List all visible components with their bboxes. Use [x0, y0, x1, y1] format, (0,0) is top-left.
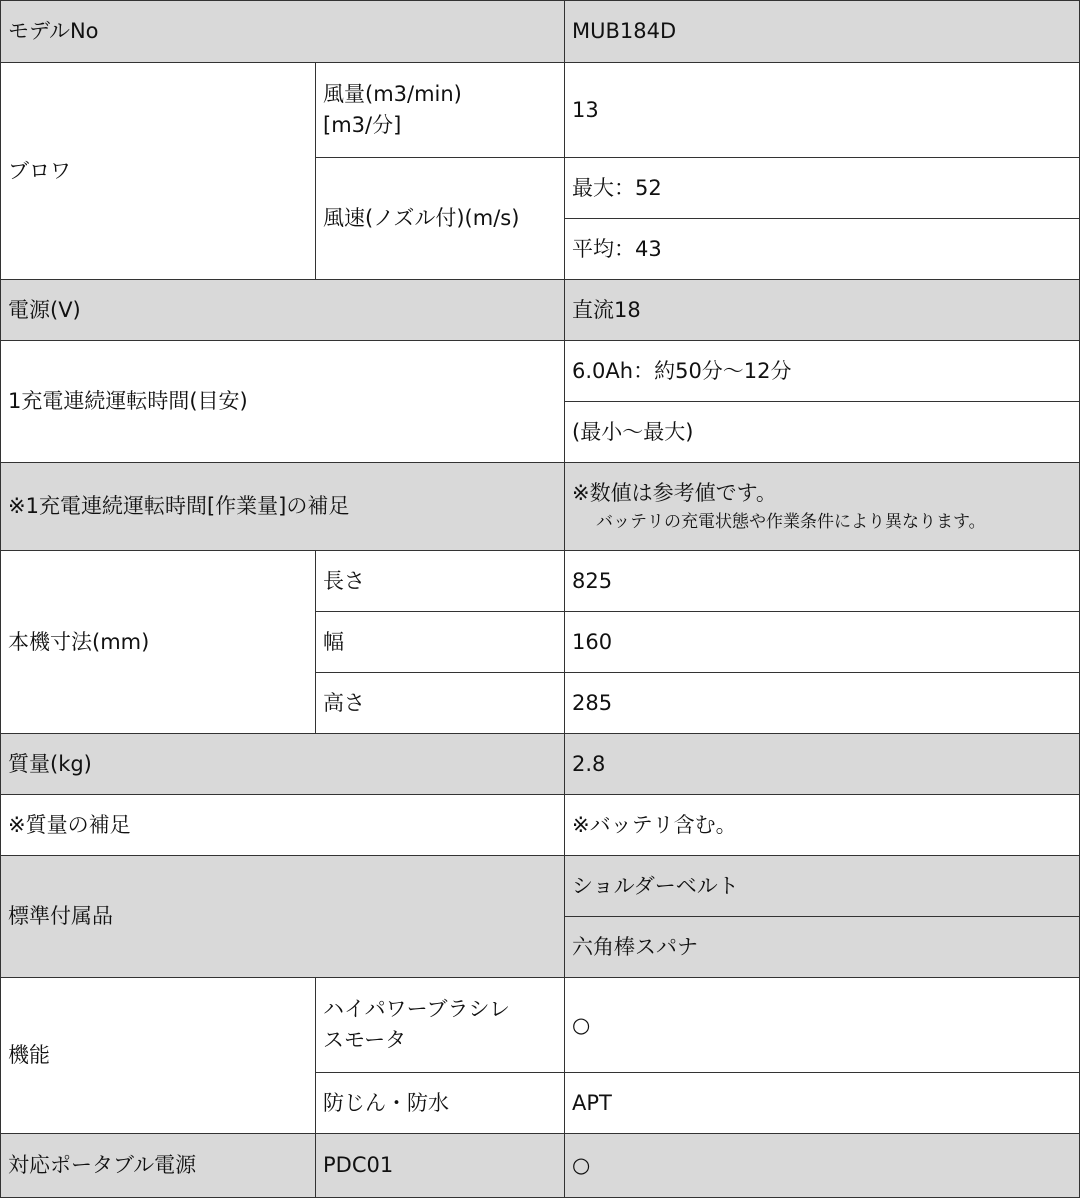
mass-label: 質量(kg) — [1, 734, 565, 795]
row-feature-motor — [1, 978, 1080, 1073]
speed-avg: 平均：43 — [565, 219, 1080, 280]
length-value: 825 — [565, 551, 1080, 612]
row-portable — [1, 1134, 1080, 1198]
row-mass — [1, 734, 1080, 795]
accessory-item: ショルダーベルト — [565, 856, 1080, 917]
length-label: 長さ — [316, 551, 565, 612]
motor-label — [316, 978, 565, 1073]
runtime-note-label: ※1充電連続運転時間[作業量]の補足 — [1, 463, 565, 551]
model-value: MUB184D — [565, 1, 1080, 63]
motor-label-1: ハイパワーブラシレ — [323, 997, 511, 1021]
runtime-note-value — [565, 463, 1080, 551]
volume-label-1: 風量(m3/min) — [323, 82, 462, 106]
accessory-item: 六角棒スパナ — [565, 917, 1080, 978]
portable-value: ○ — [565, 1134, 1080, 1198]
mass-note-value: ※バッテリ含む。 — [565, 795, 1080, 856]
note-line2: バッテリの充電状態や作業条件により異なります。 — [596, 512, 986, 532]
runtime-value1: 6.0Ah：約50分〜12分 — [565, 341, 1080, 402]
row-power — [1, 280, 1080, 341]
width-value: 160 — [565, 612, 1080, 673]
volume-label — [316, 63, 565, 158]
row-mass-note — [1, 795, 1080, 856]
portable-model: PDC01 — [316, 1134, 565, 1198]
speed-max: 最大：52 — [565, 158, 1080, 219]
mass-note-label: ※質量の補足 — [1, 795, 565, 856]
motor-label-2: スモータ — [323, 1028, 407, 1052]
runtime-value2: (最小〜最大) — [565, 402, 1080, 463]
row-blower-volume — [1, 63, 1080, 158]
height-label: 高さ — [316, 673, 565, 734]
speed-label: 風速(ノズル付)(m/s) — [316, 158, 565, 280]
width-label: 幅 — [316, 612, 565, 673]
runtime-label: 1充電連続運転時間(目安) — [1, 341, 565, 463]
height-value: 285 — [565, 673, 1080, 734]
note-line1: ※数値は参考値です。 — [572, 481, 777, 505]
accessories-label: 標準付属品 — [1, 856, 565, 978]
power-label: 電源(V) — [1, 280, 565, 341]
row-runtime-note — [1, 463, 1080, 551]
row-dims-length — [1, 551, 1080, 612]
dust-value: APT — [565, 1073, 1080, 1134]
volume-value: 13 — [565, 63, 1080, 158]
row-runtime — [1, 341, 1080, 402]
row-accessories-1 — [1, 856, 1080, 917]
row-model — [1, 1, 1080, 63]
dims-label: 本機寸法(mm) — [1, 551, 316, 734]
motor-value: ○ — [565, 978, 1080, 1073]
portable-label: 対応ポータブル電源 — [1, 1134, 316, 1198]
dust-label: 防じん・防水 — [316, 1073, 565, 1134]
features-label: 機能 — [1, 978, 316, 1134]
mass-value: 2.8 — [565, 734, 1080, 795]
power-value: 直流18 — [565, 280, 1080, 341]
model-label: モデルNo — [1, 1, 565, 63]
blower-label: ブロワ — [1, 63, 316, 280]
volume-label-2: [m3/分] — [323, 113, 402, 137]
